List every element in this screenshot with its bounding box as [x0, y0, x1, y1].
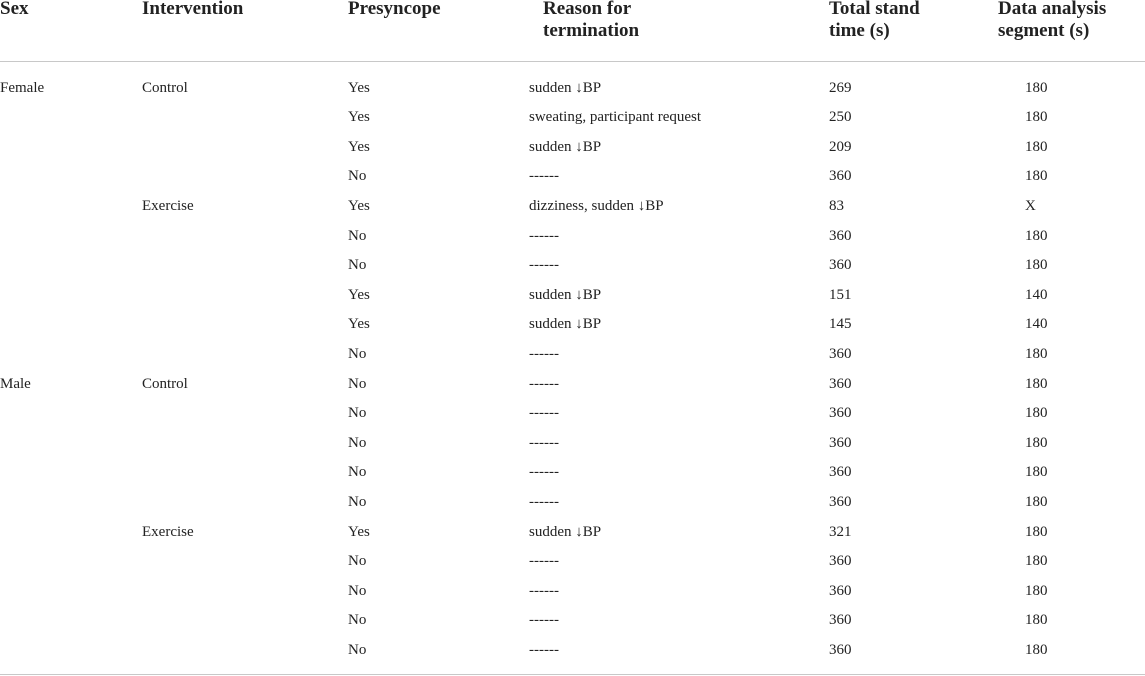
cell-total: 360	[829, 464, 852, 481]
cell-segment: 180	[1025, 434, 1048, 451]
cell-presyncope: No	[348, 168, 367, 185]
cell-reason: ------	[529, 345, 559, 362]
cell-reason: ------	[529, 493, 559, 510]
cell-segment: 180	[1025, 405, 1048, 422]
cell-total: 360	[829, 582, 852, 599]
cell-total: 360	[829, 641, 852, 658]
cell-reason: ------	[529, 227, 559, 244]
cell-total: 151	[829, 286, 852, 303]
cell-presyncope: No	[348, 612, 367, 629]
cell-presyncope: Yes	[348, 109, 370, 126]
table-row	[0, 458, 1145, 488]
table-row	[0, 399, 1145, 429]
cell-reason: ------	[529, 612, 559, 629]
cell-presyncope: Yes	[348, 138, 370, 155]
cell-segment: 180	[1025, 168, 1048, 185]
cell-total: 360	[829, 553, 852, 570]
table-row	[0, 340, 1145, 370]
cell-total: 269	[829, 79, 852, 96]
table-row	[0, 192, 1145, 222]
header-sex-text: Sex	[0, 0, 29, 19]
cell-reason: sudden ↓BP	[529, 316, 602, 333]
table-row	[0, 74, 1145, 104]
header-total-time	[829, 0, 920, 42]
cell-segment: 180	[1025, 138, 1048, 155]
table-row	[0, 370, 1145, 400]
cell-total: 360	[829, 434, 852, 451]
cell-total: 360	[829, 168, 852, 185]
cell-presyncope: No	[348, 375, 367, 392]
cell-segment: 180	[1025, 553, 1048, 570]
header-sex	[0, 0, 29, 20]
table-row	[0, 222, 1145, 252]
cell-segment: 180	[1025, 641, 1048, 658]
table-row	[0, 547, 1145, 577]
cell-total: 360	[829, 612, 852, 629]
header-segment-text: Data analysis segment (s)	[998, 0, 1107, 41]
cell-reason: ------	[529, 405, 559, 422]
cell-segment: 180	[1025, 257, 1048, 274]
table-row	[0, 488, 1145, 518]
header-total-time-text: Total stand time (s)	[829, 0, 920, 41]
cell-segment: 180	[1025, 523, 1048, 540]
cell-intervention: Exercise	[142, 523, 194, 540]
cell-intervention: Exercise	[142, 197, 194, 214]
cell-presyncope: No	[348, 257, 367, 274]
cell-intervention: Control	[142, 79, 188, 96]
cell-presyncope: No	[348, 582, 367, 599]
header-segment	[998, 0, 1106, 42]
cell-total: 360	[829, 227, 852, 244]
cell-reason: ------	[529, 641, 559, 658]
table-row	[0, 636, 1145, 666]
header-presyncope	[348, 0, 441, 20]
cell-segment: X	[1025, 197, 1036, 214]
cell-total: 360	[829, 375, 852, 392]
cell-reason: ------	[529, 582, 559, 599]
table-row	[0, 281, 1145, 311]
table-row	[0, 251, 1145, 281]
cell-segment: 180	[1025, 582, 1048, 599]
cell-presyncope: No	[348, 553, 367, 570]
table-row	[0, 429, 1145, 459]
cell-presyncope: No	[348, 227, 367, 244]
cell-reason: sudden ↓BP	[529, 79, 602, 96]
cell-presyncope: No	[348, 464, 367, 481]
cell-total: 360	[829, 493, 852, 510]
cell-segment: 180	[1025, 109, 1048, 126]
cell-presyncope: Yes	[348, 197, 370, 214]
cell-presyncope: No	[348, 493, 367, 510]
cell-presyncope: No	[348, 641, 367, 658]
cell-reason: ------	[529, 375, 559, 392]
cell-presyncope: No	[348, 434, 367, 451]
cell-reason: ------	[529, 553, 559, 570]
cell-presyncope: No	[348, 405, 367, 422]
cell-reason: sweating, participant request	[529, 109, 702, 126]
cell-reason: ------	[529, 257, 559, 274]
table-row	[0, 162, 1145, 192]
header-reason-text: Reason for termination	[543, 0, 640, 41]
cell-segment: 180	[1025, 612, 1048, 629]
cell-segment: 180	[1025, 345, 1048, 362]
cell-total: 360	[829, 345, 852, 362]
cell-segment: 180	[1025, 493, 1048, 510]
table-row	[0, 577, 1145, 607]
cell-presyncope: Yes	[348, 79, 370, 96]
cell-presyncope: No	[348, 345, 367, 362]
cell-intervention: Control	[142, 375, 188, 392]
cell-reason: dizziness, sudden ↓BP	[529, 197, 664, 214]
cell-total: 360	[829, 257, 852, 274]
header-intervention	[142, 0, 243, 20]
cell-total: 145	[829, 316, 852, 333]
cell-presyncope: Yes	[348, 316, 370, 333]
table-row	[0, 310, 1145, 340]
cell-segment: 180	[1025, 227, 1048, 244]
cell-segment: 180	[1025, 79, 1048, 96]
cell-total: 83	[829, 197, 844, 214]
header-reason	[543, 0, 639, 42]
table-bottom-rule	[0, 674, 1145, 675]
cell-sex: Female	[0, 79, 45, 96]
cell-segment: 180	[1025, 464, 1048, 481]
table-row	[0, 103, 1145, 133]
table-row	[0, 518, 1145, 548]
cell-reason: ------	[529, 464, 559, 481]
cell-segment: 180	[1025, 375, 1048, 392]
table-header	[0, 0, 1145, 62]
cell-segment: 140	[1025, 286, 1048, 303]
cell-presyncope: Yes	[348, 523, 370, 540]
table-row	[0, 133, 1145, 163]
cell-reason: sudden ↓BP	[529, 523, 602, 540]
cell-total: 209	[829, 138, 852, 155]
table-row	[0, 606, 1145, 636]
cell-reason: ------	[529, 168, 559, 185]
header-intervention-text: Intervention	[142, 0, 244, 19]
header-presyncope-text: Presyncope	[348, 0, 441, 19]
cell-sex: Male	[0, 375, 31, 392]
cell-reason: sudden ↓BP	[529, 286, 602, 303]
cell-total: 321	[829, 523, 852, 540]
cell-reason: ------	[529, 434, 559, 451]
cell-total: 360	[829, 405, 852, 422]
cell-total: 250	[829, 109, 852, 126]
cell-presyncope: Yes	[348, 286, 370, 303]
cell-segment: 140	[1025, 316, 1048, 333]
cell-reason: sudden ↓BP	[529, 138, 602, 155]
